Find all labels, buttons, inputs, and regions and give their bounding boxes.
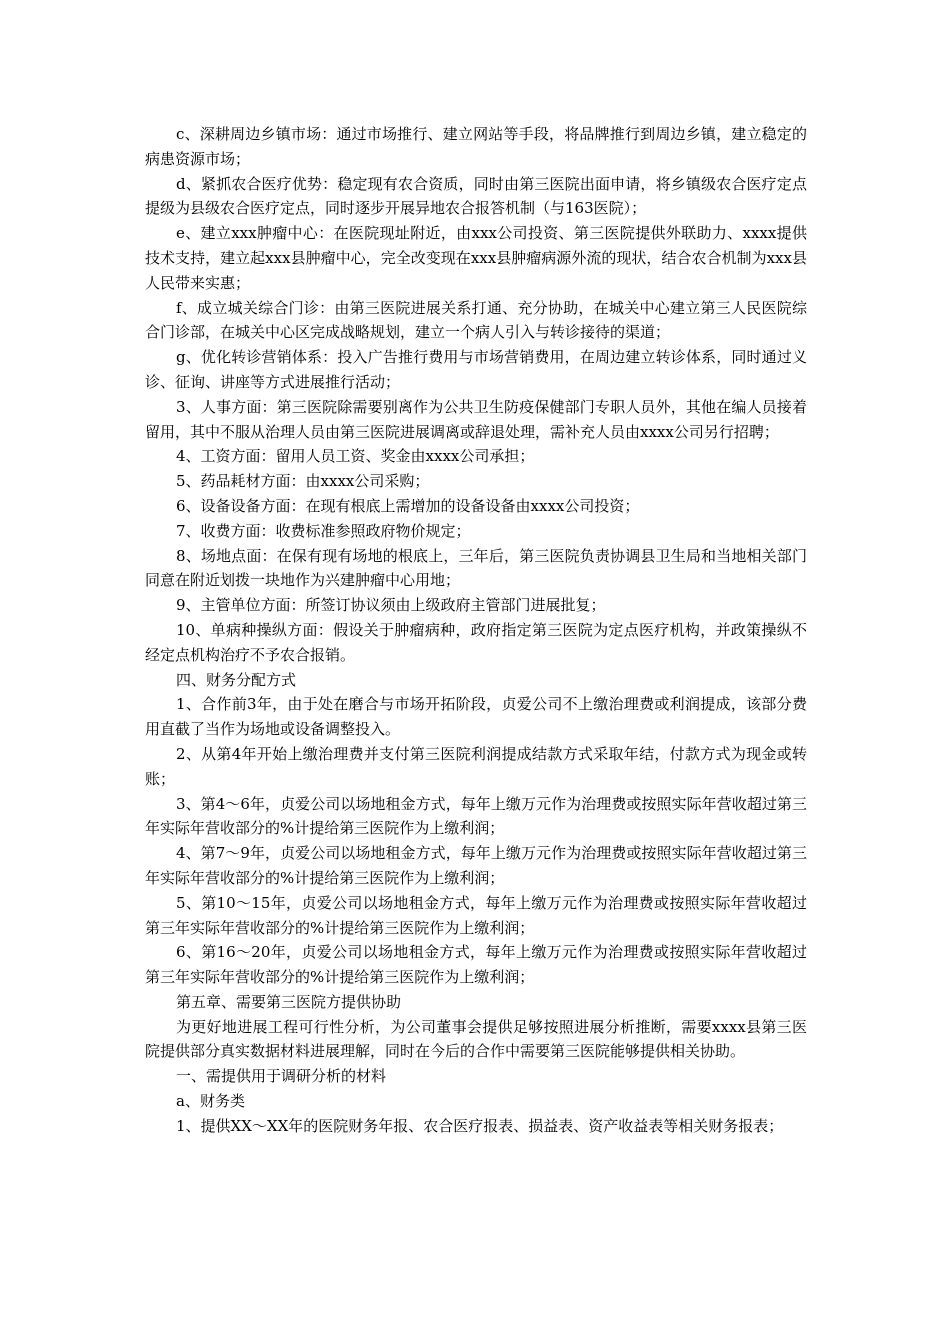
paragraph-drugs: 5、药品耗材方面：由xxxx公司采购； — [176, 472, 430, 491]
paragraph-finance-6: 6、第16～20年，贞爱公司以场地租金方式，每年上缴万元作为治理费或按照实际年营收超过第三年实际年营收部分的%计提给第三医院作为上缴利润； — [145, 943, 807, 987]
heading-research-materials: 一、需提供用于调研分析的材料 — [176, 1067, 387, 1086]
paragraph-personnel: 3、人事方面：第三医院除需要别离作为公共卫生防疫保健部门专职人员外，其他在编人员接着留用，其中不服从治理人员由第三医院进展调离或辞退处理，需补充人员由xxxx公司另行招聘； — [145, 397, 807, 441]
paragraph-wages: 4、工资方面：留用人员工资、奖金由xxxx公司承担； — [176, 447, 535, 466]
paragraph-finance-5: 5、第10～15年，贞爱公司以场地租金方式，每年上缴万元作为治理费或按照实际年营收超过第三年实际年营收部分的%计提给第三医院作为上缴利润； — [145, 893, 807, 937]
paragraph-referral: g、优化转诊营销体系：投入广告推行费用与市场营销费用，在周边建立转诊体系，同时通过义诊、征询、讲座等方式进展推行活动； — [145, 348, 807, 391]
paragraph-market-expansion: c、深耕周边乡镇市场：通过市场推行、建立网站等手段，将品牌推行到周边乡镇，建立稳定的病患资源市场； — [145, 125, 807, 168]
paragraph-finance-1: 1、合作前3年，由于处在磨合与市场开拓阶段，贞爱公司不上缴治理费或利润提成，该部分费用直截了当作为场地或设备调整投入。 — [145, 695, 807, 739]
paragraph-authority: 9、主管单位方面：所签订协议须由上级政府主管部门进展批复； — [176, 596, 606, 615]
heading-financial-distribution: 四、财务分配方式 — [176, 670, 297, 689]
paragraph-finance-2: 2、从第4年开始上缴治理费并支付第三医院利润提成结款方式采取年结，付款方式为现金或转账； — [145, 744, 807, 788]
paragraph-outpatient: f、成立城关综合门诊：由第三医院进展关系打通、充分协助，在城关中心建立第三人民医院综合门诊部，在城关中心区完成战略规划，建立一个病人引入与转诊接待的渠道； — [145, 298, 807, 342]
paragraph-financial-reports: 1、提供XX～XX年的医院财务年报、农合医疗报表、损益表、资产收益表等相关财务报表； — [176, 1116, 784, 1135]
paragraph-fees: 7、收费方面：收费标准参照政府物价规定； — [176, 521, 471, 540]
heading-chapter-five: 第五章、需要第三医院方提供协助 — [176, 992, 402, 1011]
paragraph-tumor-center: e、建立xxx肿瘤中心：在医院现址附近，由xxx公司投资、第三医院提供外联助力、xxxx提供技术支持，建立起xxx县肿瘤中心，完全改变现在xxx县肿瘤病源外流的现状，结合农合机制为xxx县人民带来实惠； — [145, 224, 807, 292]
paragraph-rural-medical: d、紧抓农合医疗优势：稳定现有农合资质，同时由第三医院出面申请，将乡镇级农合医疗定点提级为县级农合医疗定点，同时逐步开展异地农合报答机制（与163医院）； — [145, 174, 807, 218]
paragraph-disease-control: 10、单病种操纵方面：假设关于肿瘤病种，政府指定第三医院为定点医疗机构，并政策操纵不经定点机构治疗不予农合报销。 — [145, 620, 807, 664]
paragraph-site: 8、场地点面：在保有现有场地的根底上，三年后，第三医院负责协调县卫生局和当地相关部门同意在附近划拨一块地作为兴建肿瘤中心用地； — [145, 546, 807, 590]
document-body — [145, 122, 807, 1139]
heading-finance-category: a、财务类 — [176, 1092, 245, 1111]
paragraph-finance-4: 4、第7～9年，贞爱公司以场地租金方式，每年上缴万元作为治理费或按照实际年营收超过第三年实际年营收部分的%计提给第三医院作为上缴利润； — [145, 844, 807, 887]
paragraph-finance-3: 3、第4～6年，贞爱公司以场地租金方式，每年上缴万元作为治理费或按照实际年营收超过第三年实际年营收部分的%计提给第三医院作为上缴利润； — [145, 794, 807, 838]
paragraph-equipment: 6、设备设备方面：在现有根底上需增加的设备设备由xxxx公司投资； — [176, 496, 640, 515]
paragraph-chapter-five-intro: 为更好地进展工程可行性分析，为公司董事会提供足够按照进展分析推断，需要xxxx县第三医院提供部分真实数据材料进展理解，同时在今后的合作中需要第三医院能够提供相关协助。 — [145, 1017, 807, 1061]
